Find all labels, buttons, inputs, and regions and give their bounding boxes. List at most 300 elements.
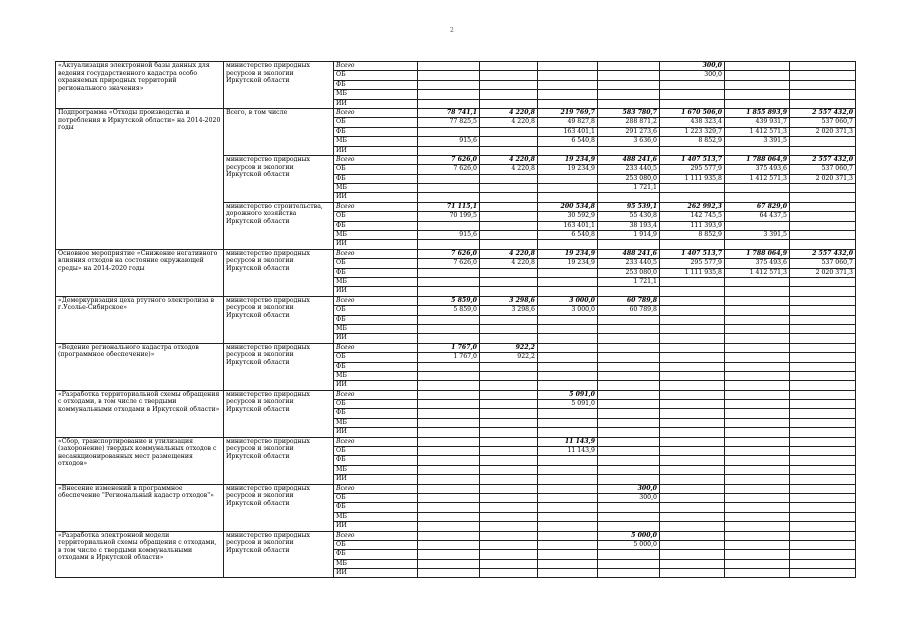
amount-cell xyxy=(418,456,480,465)
amount-cell xyxy=(538,184,598,193)
amount-cell: 6 540,8 xyxy=(538,137,598,146)
amount-cell xyxy=(660,428,725,437)
amount-cell xyxy=(538,381,598,390)
amount-cell: 438 323,4 xyxy=(660,118,725,127)
table-row xyxy=(56,531,856,540)
amount-cell: 300,0 xyxy=(660,71,725,80)
amount-cell xyxy=(660,146,725,155)
amount-cell xyxy=(790,362,856,371)
amount-cell: 1 111 935,8 xyxy=(660,174,725,183)
amount-cell xyxy=(790,465,856,474)
amount-cell: 1 670 506,0 xyxy=(660,108,725,117)
amount-cell xyxy=(725,193,790,202)
amount-cell xyxy=(598,193,660,202)
amount-cell: 8 852,9 xyxy=(660,137,725,146)
amount-cell xyxy=(660,418,725,427)
amount-cell xyxy=(725,71,790,80)
amount-cell xyxy=(418,428,480,437)
amount-cell: 19 234,9 xyxy=(538,155,598,164)
amount-cell xyxy=(725,493,790,502)
amount-cell xyxy=(790,71,856,80)
funding-source: ОБ xyxy=(334,447,418,456)
amount-cell xyxy=(725,540,790,549)
amount-cell: 5 859,0 xyxy=(418,296,480,305)
amount-cell xyxy=(538,362,598,371)
amount-cell xyxy=(418,503,480,512)
amount-cell xyxy=(598,315,660,324)
amount-cell: 1 914,9 xyxy=(598,231,660,240)
amount-cell xyxy=(480,287,538,296)
amount-cell xyxy=(480,569,538,578)
executor-name: министерство природных ресурсов и экологии Иркутской области xyxy=(224,249,334,296)
amount-cell: 219 769,7 xyxy=(538,108,598,117)
amount-cell xyxy=(725,550,790,559)
amount-cell: 19 234,9 xyxy=(538,165,598,174)
measure-name: Основное мероприятие «Снижение негативного влияния отходов на состояние окружающей среды» на 2014-2020 годы xyxy=(56,249,224,296)
amount-cell: 4 220,8 xyxy=(480,249,538,258)
amount-cell xyxy=(790,371,856,380)
amount-cell xyxy=(598,353,660,362)
amount-cell: 300,0 xyxy=(598,493,660,502)
amount-cell: 19 234,9 xyxy=(538,259,598,268)
amount-cell xyxy=(725,296,790,305)
amount-cell xyxy=(660,277,725,286)
amount-cell xyxy=(598,343,660,352)
amount-cell xyxy=(480,540,538,549)
amount-cell xyxy=(598,334,660,343)
measure-name: «Демеркуризация цеха ртутного электролиза в г.Усолье-Сибирское» xyxy=(56,296,224,343)
amount-cell xyxy=(480,550,538,559)
amount-cell xyxy=(660,531,725,540)
amount-cell xyxy=(418,559,480,568)
amount-cell xyxy=(480,90,538,99)
amount-cell xyxy=(660,550,725,559)
amount-cell xyxy=(790,456,856,465)
amount-cell xyxy=(790,287,856,296)
amount-cell xyxy=(725,447,790,456)
executor-name: министерство строительства, дорожного хозяйства Иркутской области xyxy=(224,202,334,249)
amount-cell xyxy=(660,334,725,343)
measure-name: «Разработка электронной модели территориальной схемы обращения с отходами, в том числе с твердыми коммунальными отходами в Иркутской области» xyxy=(56,531,224,578)
amount-cell xyxy=(660,353,725,362)
amount-cell: 2 020 371,3 xyxy=(790,268,856,277)
amount-cell xyxy=(660,390,725,399)
amount-cell xyxy=(660,522,725,531)
table-row xyxy=(56,249,856,258)
amount-cell xyxy=(480,456,538,465)
amount-cell xyxy=(480,324,538,333)
amount-cell xyxy=(660,343,725,352)
amount-cell xyxy=(418,540,480,549)
amount-cell xyxy=(790,512,856,521)
amount-cell: 4 220,8 xyxy=(480,259,538,268)
amount-cell: 1 788 064,9 xyxy=(725,249,790,258)
executor-name: министерство природных ресурсов и экологии Иркутской области xyxy=(224,484,334,531)
executor-name: министерство природных ресурсов и экологии Иркутской области xyxy=(224,296,334,343)
amount-cell xyxy=(790,484,856,493)
funding-source: ИИ xyxy=(334,99,418,108)
amount-cell xyxy=(538,80,598,89)
amount-cell: 4 220,8 xyxy=(480,118,538,127)
funding-source: ФБ xyxy=(334,268,418,277)
amount-cell xyxy=(598,362,660,371)
amount-cell: 1 721,1 xyxy=(598,277,660,286)
amount-cell xyxy=(480,503,538,512)
amount-cell xyxy=(598,559,660,568)
amount-cell: 78 741,1 xyxy=(418,108,480,117)
amount-cell xyxy=(418,371,480,380)
amount-cell xyxy=(790,353,856,362)
amount-cell xyxy=(790,137,856,146)
amount-cell xyxy=(480,390,538,399)
amount-cell xyxy=(790,99,856,108)
amount-cell: 1 407 513,7 xyxy=(660,249,725,258)
amount-cell xyxy=(660,475,725,484)
amount-cell xyxy=(480,212,538,221)
amount-cell: 8 852,9 xyxy=(660,231,725,240)
funding-source: ОБ xyxy=(334,493,418,502)
amount-cell xyxy=(598,90,660,99)
funding-source: ФБ xyxy=(334,456,418,465)
amount-cell xyxy=(725,371,790,380)
funding-source: МБ xyxy=(334,184,418,193)
measure-name: «Разработка территориальной схемы обращения с отходами, в том числе с твердыми коммунальными отходами в Иркутской области» xyxy=(56,390,224,437)
amount-cell: 233 440,5 xyxy=(598,165,660,174)
funding-source: ИИ xyxy=(334,146,418,155)
amount-cell xyxy=(418,465,480,474)
amount-cell xyxy=(598,381,660,390)
amount-cell xyxy=(790,503,856,512)
amount-cell xyxy=(660,287,725,296)
amount-cell xyxy=(480,381,538,390)
amount-cell xyxy=(660,371,725,380)
amount-cell xyxy=(538,503,598,512)
funding-source: МБ xyxy=(334,324,418,333)
amount-cell xyxy=(598,240,660,249)
amount-cell xyxy=(538,550,598,559)
measure-name: «Внесение изменений в программное обеспечение "Региональный кадастр отходов"» xyxy=(56,484,224,531)
amount-cell xyxy=(480,277,538,286)
amount-cell xyxy=(660,465,725,474)
amount-cell xyxy=(790,62,856,71)
amount-cell xyxy=(660,484,725,493)
amount-cell xyxy=(598,447,660,456)
funding-source: ОБ xyxy=(334,118,418,127)
amount-cell xyxy=(538,465,598,474)
amount-cell: 55 430,8 xyxy=(598,212,660,221)
funding-source: ИИ xyxy=(334,240,418,249)
amount-cell: 70 199,5 xyxy=(418,212,480,221)
amount-cell xyxy=(538,493,598,502)
amount-cell xyxy=(790,146,856,155)
amount-cell xyxy=(598,475,660,484)
amount-cell xyxy=(418,484,480,493)
funding-source: ОБ xyxy=(334,212,418,221)
amount-cell: 163 401,1 xyxy=(538,221,598,230)
executor-name: министерство природных ресурсов и экологии Иркутской области xyxy=(224,155,334,202)
amount-cell xyxy=(725,484,790,493)
amount-cell xyxy=(480,447,538,456)
amount-cell xyxy=(598,550,660,559)
amount-cell xyxy=(538,353,598,362)
amount-cell xyxy=(790,184,856,193)
amount-cell xyxy=(790,334,856,343)
amount-cell xyxy=(790,212,856,221)
amount-cell xyxy=(790,193,856,202)
amount-cell xyxy=(418,287,480,296)
amount-cell: 537 060,7 xyxy=(790,259,856,268)
amount-cell xyxy=(480,221,538,230)
amount-cell xyxy=(660,362,725,371)
funding-source: Всего xyxy=(334,202,418,211)
amount-cell: 233 440,5 xyxy=(598,259,660,268)
amount-cell xyxy=(660,90,725,99)
amount-cell xyxy=(418,315,480,324)
amount-cell xyxy=(725,569,790,578)
amount-cell: 1 788 064,9 xyxy=(725,155,790,164)
amount-cell xyxy=(598,99,660,108)
amount-cell: 300,0 xyxy=(660,62,725,71)
amount-cell xyxy=(598,324,660,333)
amount-cell xyxy=(598,503,660,512)
amount-cell: 922,2 xyxy=(480,343,538,352)
amount-cell: 295 577,9 xyxy=(660,259,725,268)
amount-cell xyxy=(480,268,538,277)
funding-source: Всего xyxy=(334,62,418,71)
amount-cell xyxy=(418,512,480,521)
amount-cell xyxy=(538,371,598,380)
table-row xyxy=(56,437,856,446)
funding-source: ИИ xyxy=(334,522,418,531)
amount-cell xyxy=(418,400,480,409)
amount-cell: 60 789,8 xyxy=(598,296,660,305)
amount-cell: 4 220,8 xyxy=(480,155,538,164)
amount-cell: 71 115,1 xyxy=(418,202,480,211)
amount-cell xyxy=(480,99,538,108)
amount-cell: 5 000,0 xyxy=(598,531,660,540)
amount-cell xyxy=(790,437,856,446)
amount-cell: 163 401,1 xyxy=(538,127,598,136)
amount-cell xyxy=(790,559,856,568)
amount-cell: 11 143,9 xyxy=(538,447,598,456)
amount-cell xyxy=(790,550,856,559)
amount-cell xyxy=(660,400,725,409)
amount-cell xyxy=(660,99,725,108)
funding-source: ФБ xyxy=(334,550,418,559)
amount-cell: 1 855 893,9 xyxy=(725,108,790,117)
funding-source: ФБ xyxy=(334,80,418,89)
funding-source: ИИ xyxy=(334,334,418,343)
funding-source: Всего xyxy=(334,343,418,352)
amount-cell xyxy=(660,503,725,512)
funding-source: Всего xyxy=(334,484,418,493)
amount-cell xyxy=(480,240,538,249)
amount-cell: 1 412 571,3 xyxy=(725,174,790,183)
amount-cell: 295 577,9 xyxy=(660,165,725,174)
amount-cell xyxy=(538,287,598,296)
amount-cell xyxy=(598,146,660,155)
funding-source: ОБ xyxy=(334,400,418,409)
amount-cell xyxy=(538,240,598,249)
amount-cell xyxy=(538,569,598,578)
funding-source: ФБ xyxy=(334,315,418,324)
measure-name: Подпрограмма «Отходы производства и потребления в Иркутской области» на 2014-2020 годы xyxy=(56,108,224,249)
funding-source: ОБ xyxy=(334,540,418,549)
amount-cell xyxy=(725,465,790,474)
table-row xyxy=(56,390,856,399)
amount-cell xyxy=(480,522,538,531)
amount-cell xyxy=(538,324,598,333)
amount-cell xyxy=(538,522,598,531)
amount-cell xyxy=(790,202,856,211)
amount-cell xyxy=(418,362,480,371)
amount-cell xyxy=(660,296,725,305)
amount-cell xyxy=(725,522,790,531)
amount-cell xyxy=(660,512,725,521)
funding-source: ИИ xyxy=(334,428,418,437)
amount-cell xyxy=(725,428,790,437)
funding-source: ФБ xyxy=(334,409,418,418)
amount-cell: 3 391,5 xyxy=(725,137,790,146)
amount-cell: 488 241,6 xyxy=(598,155,660,164)
amount-cell xyxy=(660,240,725,249)
amount-cell xyxy=(538,531,598,540)
amount-cell xyxy=(598,418,660,427)
amount-cell: 77 825,5 xyxy=(418,118,480,127)
amount-cell xyxy=(660,184,725,193)
amount-cell xyxy=(418,184,480,193)
amount-cell: 11 143,9 xyxy=(538,437,598,446)
amount-cell xyxy=(790,400,856,409)
amount-cell xyxy=(480,362,538,371)
amount-cell xyxy=(598,409,660,418)
amount-cell xyxy=(480,174,538,183)
amount-cell xyxy=(790,390,856,399)
amount-cell: 300,0 xyxy=(598,484,660,493)
amount-cell xyxy=(725,324,790,333)
amount-cell xyxy=(480,437,538,446)
amount-cell xyxy=(598,400,660,409)
amount-cell xyxy=(725,240,790,249)
measure-name: «Ведение регионального кадастра отходов (программное обеспечение)» xyxy=(56,343,224,390)
amount-cell: 537 060,7 xyxy=(790,165,856,174)
amount-cell: 38 193,4 xyxy=(598,221,660,230)
amount-cell: 537 060,7 xyxy=(790,118,856,127)
funding-source: ФБ xyxy=(334,127,418,136)
amount-cell xyxy=(725,437,790,446)
amount-cell xyxy=(538,456,598,465)
amount-cell xyxy=(480,371,538,380)
amount-cell xyxy=(538,343,598,352)
amount-cell xyxy=(418,418,480,427)
funding-source: МБ xyxy=(334,559,418,568)
amount-cell xyxy=(598,287,660,296)
amount-cell: 5 859,0 xyxy=(418,306,480,315)
amount-cell xyxy=(480,127,538,136)
funding-source: МБ xyxy=(334,465,418,474)
amount-cell xyxy=(598,371,660,380)
amount-cell: 922,2 xyxy=(480,353,538,362)
amount-cell xyxy=(480,559,538,568)
amount-cell: 1 767,0 xyxy=(418,343,480,352)
amount-cell: 200 534,8 xyxy=(538,202,598,211)
amount-cell: 915,6 xyxy=(418,231,480,240)
amount-cell xyxy=(538,277,598,286)
amount-cell xyxy=(538,409,598,418)
amount-cell xyxy=(418,193,480,202)
amount-cell: 915,6 xyxy=(418,137,480,146)
amount-cell: 67 829,0 xyxy=(725,202,790,211)
amount-cell xyxy=(660,381,725,390)
amount-cell: 3 000,0 xyxy=(538,296,598,305)
amount-cell xyxy=(480,512,538,521)
funding-source: ОБ xyxy=(334,306,418,315)
amount-cell xyxy=(418,447,480,456)
executor-name: министерство природных ресурсов и экологии Иркутской области xyxy=(224,390,334,437)
amount-cell xyxy=(725,146,790,155)
measure-name: «Актуализация электронной базы данных для ведения государственного кадастра особо охраняемых природных территорий регионального значения» xyxy=(56,62,224,109)
amount-cell: 64 437,5 xyxy=(725,212,790,221)
amount-cell xyxy=(418,334,480,343)
amount-cell xyxy=(418,475,480,484)
amount-cell xyxy=(790,569,856,578)
table-row xyxy=(56,62,856,71)
amount-cell: 3 391,5 xyxy=(725,231,790,240)
amount-cell: 7 626,0 xyxy=(418,155,480,164)
amount-cell xyxy=(725,287,790,296)
amount-cell xyxy=(790,343,856,352)
amount-cell: 3 636,0 xyxy=(598,137,660,146)
amount-cell xyxy=(660,409,725,418)
funding-source: ИИ xyxy=(334,381,418,390)
amount-cell: 253 080,0 xyxy=(598,174,660,183)
amount-cell: 1 111 935,8 xyxy=(660,268,725,277)
budget-table xyxy=(55,61,856,578)
amount-cell xyxy=(598,512,660,521)
amount-cell xyxy=(538,559,598,568)
amount-cell xyxy=(480,231,538,240)
amount-cell: 2 020 371,3 xyxy=(790,127,856,136)
funding-source: ФБ xyxy=(334,503,418,512)
amount-cell xyxy=(538,315,598,324)
amount-cell xyxy=(790,540,856,549)
amount-cell: 49 827,8 xyxy=(538,118,598,127)
funding-source: ОБ xyxy=(334,259,418,268)
executor-name: Всего, в том числе xyxy=(224,108,334,155)
funding-source: Всего xyxy=(334,531,418,540)
amount-cell xyxy=(418,381,480,390)
amount-cell xyxy=(725,306,790,315)
amount-cell: 439 931,7 xyxy=(725,118,790,127)
amount-cell: 375 493,6 xyxy=(725,165,790,174)
amount-cell xyxy=(538,174,598,183)
amount-cell xyxy=(418,493,480,502)
amount-cell xyxy=(538,484,598,493)
funding-source: ФБ xyxy=(334,221,418,230)
amount-cell xyxy=(790,447,856,456)
amount-cell xyxy=(480,146,538,155)
amount-cell xyxy=(538,418,598,427)
amount-cell xyxy=(418,550,480,559)
page-number: 2 xyxy=(450,27,454,34)
amount-cell xyxy=(480,465,538,474)
amount-cell: 375 493,6 xyxy=(725,259,790,268)
amount-cell xyxy=(480,418,538,427)
amount-cell xyxy=(725,277,790,286)
amount-cell xyxy=(725,343,790,352)
amount-cell xyxy=(725,362,790,371)
amount-cell xyxy=(418,324,480,333)
